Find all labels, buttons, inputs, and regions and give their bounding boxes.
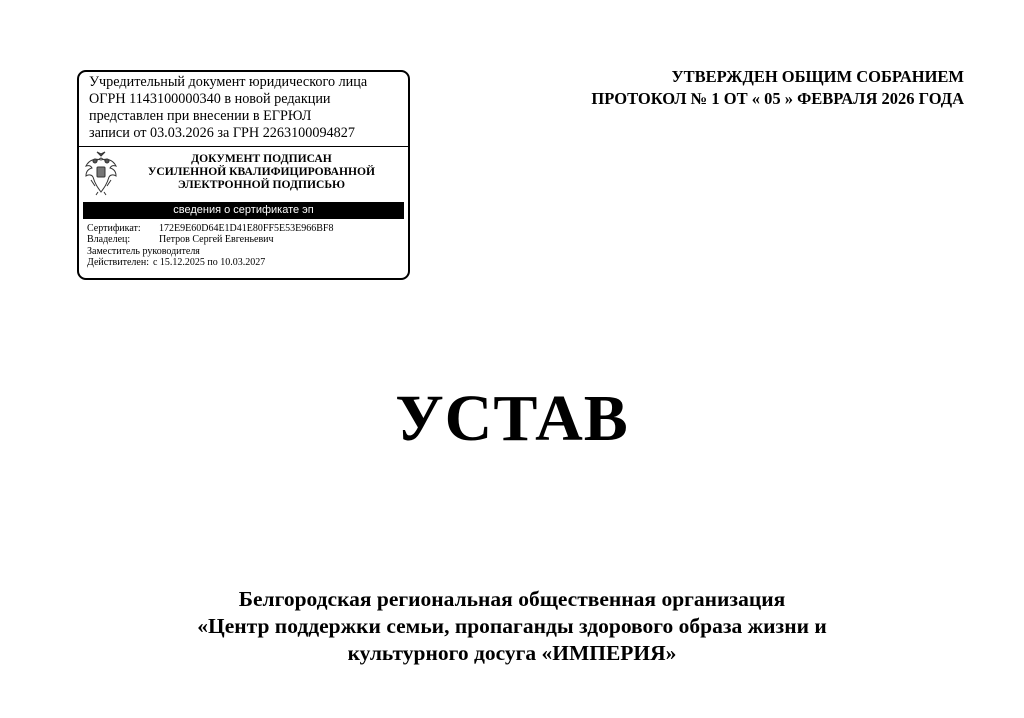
validity-row — [87, 257, 402, 268]
registration-line: записи от 03.03.2026 за ГРН 2263100094827 — [89, 125, 355, 141]
certificate-row — [87, 223, 402, 234]
registration-line: ОГРН 1143100000340 в новой редакции — [89, 91, 331, 107]
signature-header — [79, 147, 408, 202]
registration-line: представлен при внесении в ЕГРЮЛ — [89, 108, 312, 124]
certificate-label: Сертификат: — [87, 223, 141, 234]
owner-row — [87, 234, 402, 245]
e-signature-stamp — [77, 70, 410, 280]
position-row — [87, 246, 402, 257]
signature-title-line: ДОКУМЕНТ ПОДПИСАН — [191, 152, 332, 165]
owner-position: Заместитель руководителя — [87, 245, 200, 257]
coat-of-arms-icon — [83, 150, 119, 196]
registration-block — [79, 72, 408, 147]
owner-label: Владелец: — [87, 234, 131, 246]
approval-heading — [591, 66, 964, 110]
approval-line: УТВЕРЖДЕН ОБЩИМ СОБРАНИЕМ — [671, 67, 964, 86]
owner-value: Петров Сергей Евгеньевич — [159, 234, 274, 246]
validity-value: с 15.12.2025 по 10.03.2027 — [152, 257, 266, 269]
certificate-info-bar: сведения о сертификате эп — [83, 202, 404, 219]
certificate-details — [79, 219, 408, 269]
certificate-value: 172E9E60D64E1D41E80FF5E53E966BF8 — [159, 223, 334, 234]
validity-label: Действителен: — [87, 257, 149, 269]
organization-line: «Центр поддержки семьи, пропаганды здорового образа жизни и — [197, 614, 827, 638]
signature-title-line: УСИЛЕННОЙ КВАЛИФИЦИРОВАННОЙ — [147, 165, 376, 178]
signature-title — [119, 152, 404, 191]
organization-line: культурного досуга «ИМПЕРИЯ» — [347, 641, 677, 665]
approval-protocol-line: ПРОТОКОЛ № 1 ОТ « 05 » ФЕВРАЛЯ 2026 ГОДА — [591, 89, 964, 108]
organization-name — [80, 586, 944, 667]
organization-line: Белгородская региональная общественная организация — [238, 587, 786, 611]
document-title: УСТАВ — [395, 382, 629, 455]
registration-line: Учредительный документ юридического лица — [89, 74, 368, 90]
signature-title-line: ЭЛЕКТРОННОЙ ПОДПИСЬЮ — [177, 178, 346, 191]
